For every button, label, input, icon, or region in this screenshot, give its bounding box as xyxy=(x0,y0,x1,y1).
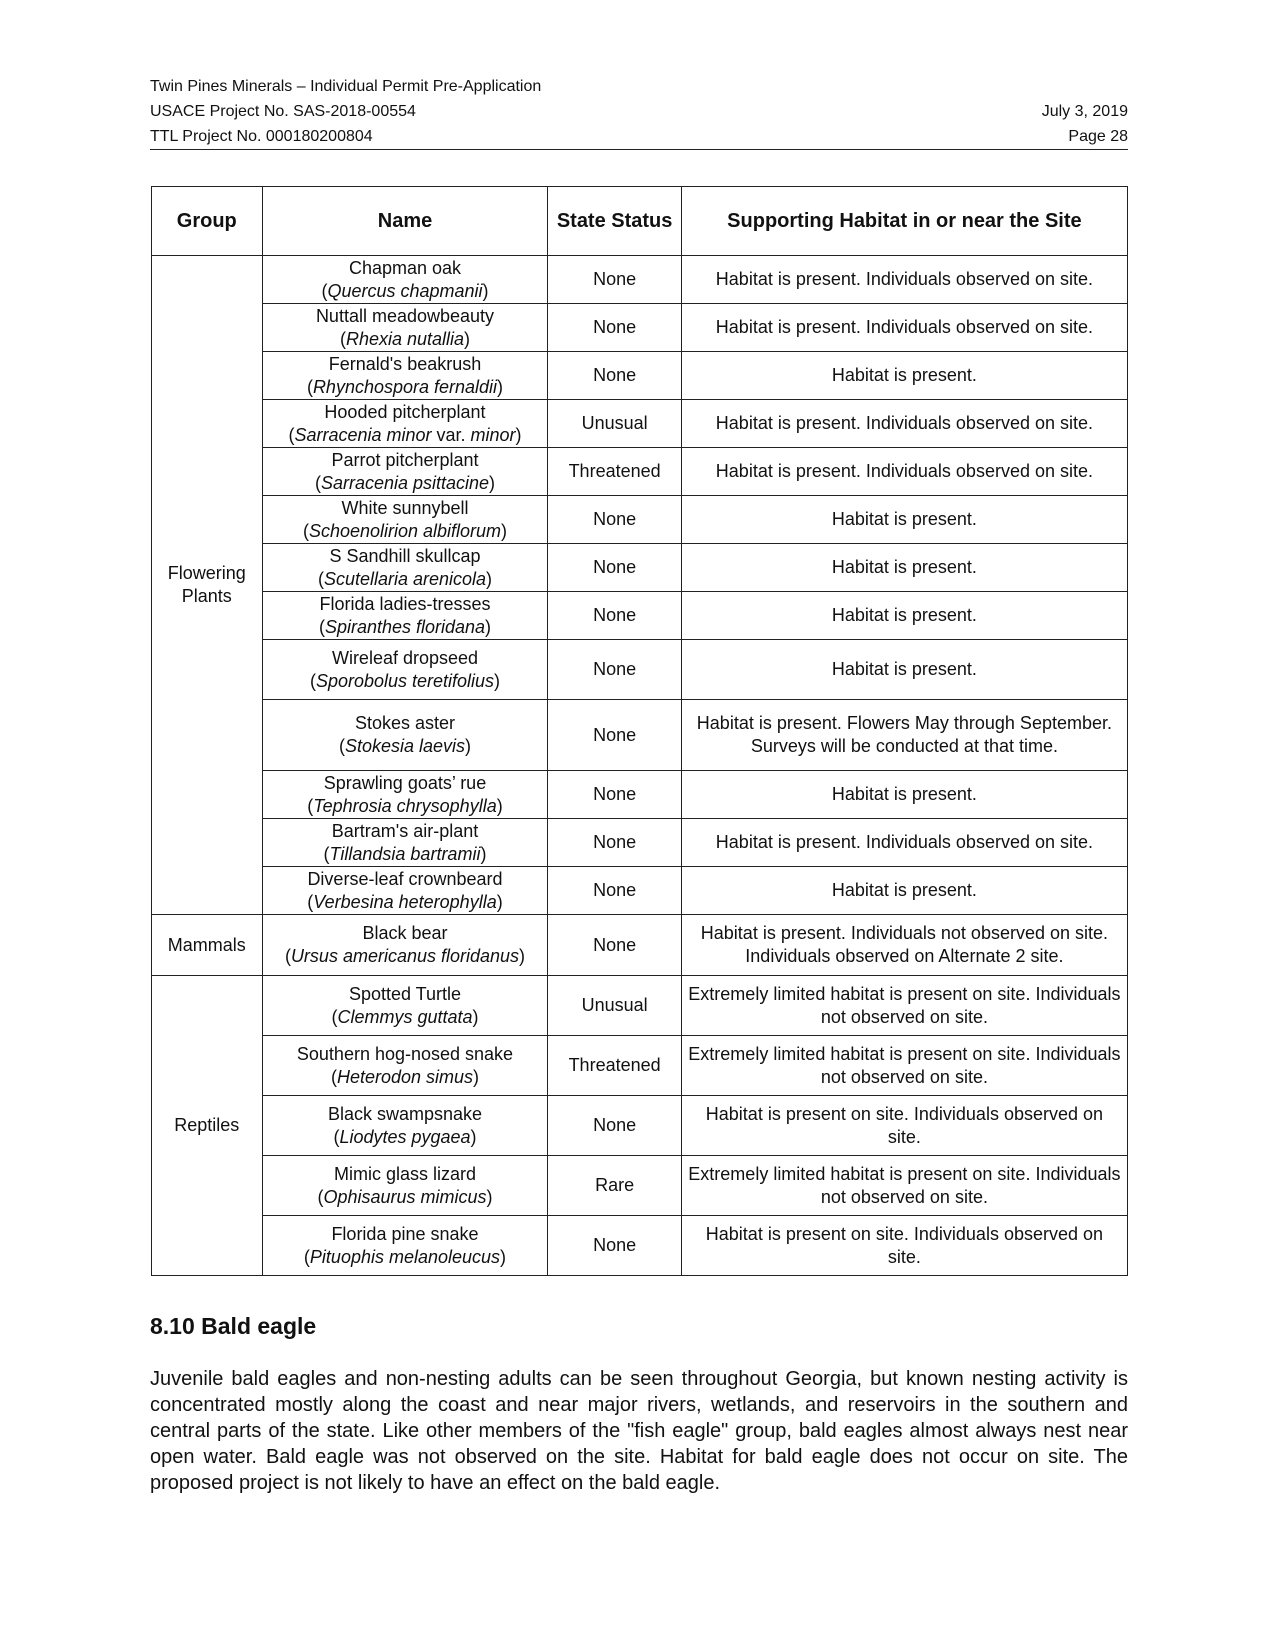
habitat-cell: Habitat is present. xyxy=(681,771,1127,819)
ttl-project-number: TTL Project No. 000180200804 xyxy=(150,128,373,145)
state-status-cell: None xyxy=(548,915,681,976)
table-row xyxy=(152,915,1128,976)
habitat-cell: Habitat is present. Individuals not observed on site. Individuals observed on Alternate 2 site. xyxy=(681,915,1127,976)
state-status-cell: None xyxy=(548,771,681,819)
table-row xyxy=(152,448,1128,496)
common-name: Mimic glass lizard xyxy=(333,1163,476,1184)
scientific-name: Stokesia laevis xyxy=(344,736,466,756)
habitat-cell: Habitat is present. Individuals observed on site. xyxy=(681,304,1127,352)
state-status-cell: None xyxy=(548,352,681,400)
page-header xyxy=(150,74,1128,150)
state-status-cell: Rare xyxy=(548,1156,681,1216)
name-cell: Wireleaf dropseed (Sporobolus teretifolius) xyxy=(262,640,548,700)
name-cell: Diverse-leaf crownbeard (Verbesina heterophylla) xyxy=(262,867,548,915)
common-name: Spotted Turtle xyxy=(348,983,462,1004)
scientific-name: Sarracenia psittacine xyxy=(320,472,490,493)
common-name: Diverse-leaf crownbeard xyxy=(307,868,503,889)
page-number: Page 28 xyxy=(1068,128,1128,145)
habitat-cell: Habitat is present. xyxy=(681,867,1127,915)
name-cell: Nuttall meadowbeauty (Rhexia nutallia) xyxy=(262,304,548,352)
state-status-cell: None xyxy=(548,700,681,771)
name-cell: Parrot pitcherplant (Sarracenia psittacine) xyxy=(262,448,548,496)
header-row-3 xyxy=(150,124,1128,149)
group-cell-mammals: Mammals xyxy=(152,915,263,976)
scientific-name: Rhynchospora fernaldii xyxy=(312,376,498,397)
name-cell: Southern hog-nosed snake (Heterodon simus) xyxy=(262,1036,548,1096)
habitat-cell: Habitat is present. xyxy=(681,544,1127,592)
table-row xyxy=(152,1156,1128,1216)
section-paragraph: Juvenile bald eagles and non-nesting adults can be seen throughout Georgia, but known nesting activity is concentrated mostly along the coast and near major rivers, wetlands, and reservoirs in the southern and central parts of the state. Like other members of the "fish eagle" group, bald eagles almost always nest near open water. Bald eagle was not observed on the site. Habitat for bald eagle does not occur on site. The proposed project is not likely to have an effect on the bald eagle. xyxy=(150,1368,1128,1494)
name-cell: Chapman oak (Quercus chapmanii) xyxy=(262,256,548,304)
scientific-name: Pituophis melanoleucus xyxy=(309,1246,501,1267)
common-name: Wireleaf dropseed xyxy=(331,647,479,668)
state-status-cell: None xyxy=(548,1216,681,1276)
header-row-1 xyxy=(150,74,1128,99)
scientific-name: Quercus chapmanii xyxy=(327,280,483,301)
name-cell: White sunnybell (Schoenolirion albiflorum) xyxy=(262,496,548,544)
common-name: Chapman oak xyxy=(348,257,462,278)
state-status-cell: Threatened xyxy=(548,1036,681,1096)
table-row xyxy=(152,592,1128,640)
name-cell: Hooded pitcherplant (Sarracenia minor var. minor) xyxy=(262,400,548,448)
group-cell-reptiles: Reptiles xyxy=(152,976,263,1276)
scientific-name: Spiranthes floridana xyxy=(324,616,486,637)
state-status-cell: None xyxy=(548,640,681,700)
name-cell: Black swampsnake (Liodytes pygaea) xyxy=(262,1096,548,1156)
common-name: Bartram's air-plant xyxy=(331,820,479,841)
table-header-row xyxy=(152,187,1128,256)
habitat-cell: Habitat is present on site. Individuals observed on site. xyxy=(681,1096,1127,1156)
state-status-cell: None xyxy=(548,819,681,867)
scientific-name: Tillandsia bartramii xyxy=(329,843,481,864)
table-row xyxy=(152,352,1128,400)
scientific-name-variety: minor xyxy=(470,424,516,445)
species-table xyxy=(151,186,1128,1276)
state-status-cell: Unusual xyxy=(548,976,681,1036)
name-cell: Stokes aster (Stokesia laevis) xyxy=(262,700,548,771)
common-name: Hooded pitcherplant xyxy=(324,401,486,422)
habitat-cell: Habitat is present. Flowers May through September. Surveys will be conducted at that time. xyxy=(681,700,1127,771)
section-heading: 8.10 Bald eagle xyxy=(150,1313,317,1339)
table-row xyxy=(152,1036,1128,1096)
habitat-cell: Habitat is present. Individuals observed on site. xyxy=(681,448,1127,496)
table-row xyxy=(152,700,1128,771)
habitat-cell: Habitat is present. Individuals observed on site. xyxy=(681,400,1127,448)
habitat-cell: Habitat is present. xyxy=(681,496,1127,544)
table-body xyxy=(152,256,1128,1276)
name-cell: Bartram's air-plant (Tillandsia bartramii) xyxy=(262,819,548,867)
habitat-cell: Extremely limited habitat is present on site. Individuals not observed on site. xyxy=(681,1036,1127,1096)
table-row xyxy=(152,771,1128,819)
state-status-cell: Threatened xyxy=(548,448,681,496)
habitat-cell: Extremely limited habitat is present on site. Individuals not observed on site. xyxy=(681,976,1127,1036)
habitat-cell: Habitat is present. xyxy=(681,352,1127,400)
document-title: Twin Pines Minerals – Individual Permit Pre-Application xyxy=(150,78,542,95)
scientific-name: Clemmys guttata xyxy=(337,1006,473,1027)
scientific-name: Scutellaria arenicola xyxy=(323,568,487,589)
common-name: Parrot pitcherplant xyxy=(331,449,479,470)
state-status-cell: None xyxy=(548,867,681,915)
scientific-name: Rhexia nutallia xyxy=(345,328,465,349)
scientific-name: Schoenolirion albiflorum xyxy=(308,520,502,541)
column-header-group: Group xyxy=(152,187,263,256)
name-cell: Fernald's beakrush (Rhynchospora fernaldii) xyxy=(262,352,548,400)
common-name: Stokes aster xyxy=(354,713,456,733)
usace-project-number: USACE Project No. SAS-2018-00554 xyxy=(150,103,416,120)
state-status-cell: None xyxy=(548,1096,681,1156)
state-status-cell: None xyxy=(548,256,681,304)
common-name: Florida pine snake xyxy=(331,1223,479,1244)
common-name: Fernald's beakrush xyxy=(328,353,482,374)
common-name: S Sandhill skullcap xyxy=(329,545,481,566)
table-row xyxy=(152,1096,1128,1156)
scientific-name: Verbesina heterophylla xyxy=(313,891,497,912)
state-status-cell: None xyxy=(548,592,681,640)
scientific-name: Heterodon simus xyxy=(336,1066,474,1087)
habitat-cell: Habitat is present. xyxy=(681,640,1127,700)
column-header-state-status: State Status xyxy=(548,187,681,256)
column-header-habitat: Supporting Habitat in or near the Site xyxy=(681,187,1127,256)
habitat-cell: Habitat is present. xyxy=(681,592,1127,640)
column-header-name: Name xyxy=(262,187,548,256)
table-row xyxy=(152,640,1128,700)
common-name: Black swampsnake xyxy=(327,1103,483,1124)
habitat-cell: Extremely limited habitat is present on site. Individuals not observed on site. xyxy=(681,1156,1127,1216)
table-row xyxy=(152,496,1128,544)
scientific-name: Liodytes pygaea xyxy=(339,1126,471,1147)
document-date: July 3, 2019 xyxy=(1041,103,1128,120)
state-status-cell: None xyxy=(548,544,681,592)
name-cell: Mimic glass lizard (Ophisaurus mimicus) xyxy=(262,1156,548,1216)
habitat-cell: Habitat is present on site. Individuals observed on site. xyxy=(681,1216,1127,1276)
group-cell-flowering-plants: Flowering Plants xyxy=(152,256,263,915)
habitat-cell: Habitat is present. Individuals observed on site. xyxy=(681,256,1127,304)
table-row xyxy=(152,400,1128,448)
name-cell: S Sandhill skullcap (Scutellaria arenicola) xyxy=(262,544,548,592)
table-row xyxy=(152,1216,1128,1276)
name-cell: Spotted Turtle (Clemmys guttata) xyxy=(262,976,548,1036)
name-cell: Sprawling goats’ rue (Tephrosia chrysophylla) xyxy=(262,771,548,819)
name-cell: Black bear (Ursus americanus floridanus) xyxy=(262,915,548,976)
state-status-cell: None xyxy=(548,304,681,352)
common-name: Florida ladies-tresses xyxy=(319,593,491,614)
common-name: Sprawling goats’ rue xyxy=(323,772,487,793)
table-row xyxy=(152,867,1128,915)
table-row xyxy=(152,544,1128,592)
common-name: Black bear xyxy=(362,923,448,943)
scientific-name: Sarracenia minor xyxy=(294,424,432,445)
common-name: Nuttall meadowbeauty xyxy=(315,305,495,326)
name-cell: Florida ladies-tresses (Spiranthes floridana) xyxy=(262,592,548,640)
scientific-name: Ophisaurus mimicus xyxy=(323,1186,487,1207)
common-name: Southern hog-nosed snake xyxy=(296,1043,514,1064)
state-status-cell: Unusual xyxy=(548,400,681,448)
state-status-cell: None xyxy=(548,496,681,544)
common-name: White sunnybell xyxy=(341,497,469,518)
scientific-name: Tephrosia chrysophylla xyxy=(313,795,497,816)
header-row-2 xyxy=(150,99,1128,124)
table-row xyxy=(152,819,1128,867)
name-cell: Florida pine snake (Pituophis melanoleucus) xyxy=(262,1216,548,1276)
table-row xyxy=(152,976,1128,1036)
table-row xyxy=(152,256,1128,304)
habitat-cell: Habitat is present. Individuals observed on site. xyxy=(681,819,1127,867)
scientific-name: Sporobolus teretifolius xyxy=(315,670,495,691)
table-row xyxy=(152,304,1128,352)
scientific-name: Ursus americanus floridanus xyxy=(290,946,520,966)
